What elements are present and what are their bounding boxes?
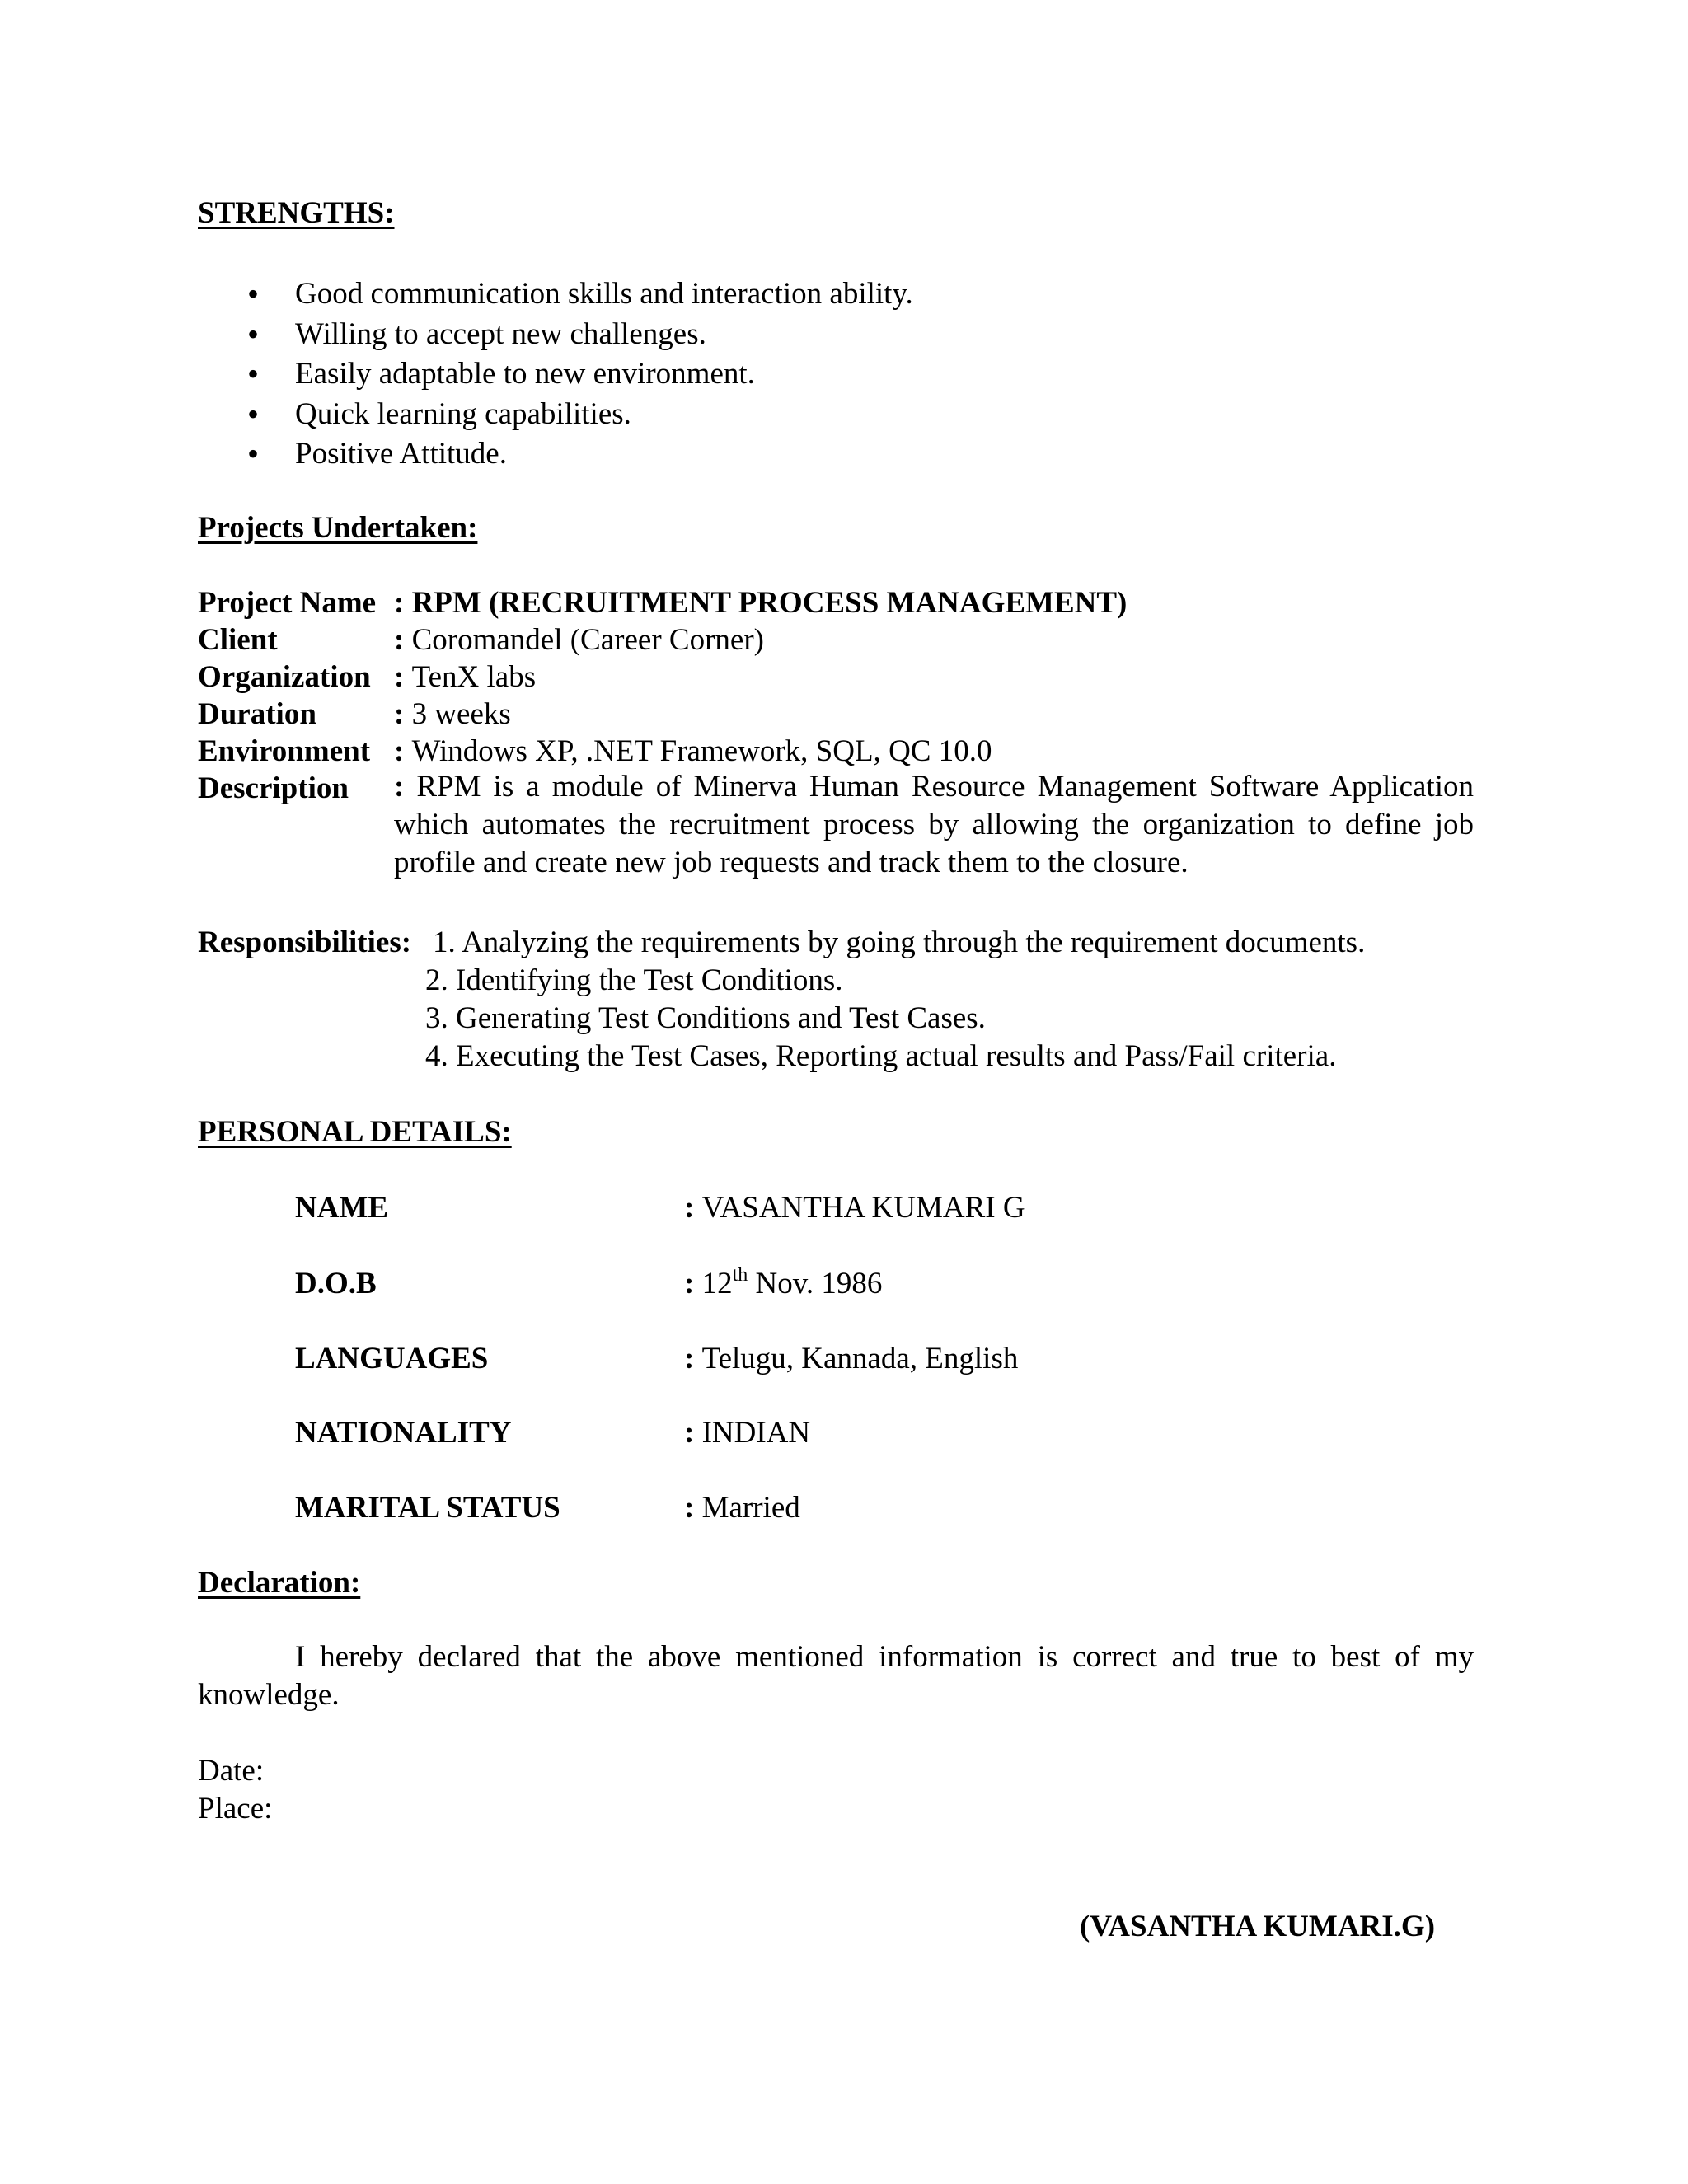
project-name-label: Project Name: [198, 586, 377, 620]
dob-value: : 12th Nov. 1986: [684, 1263, 883, 1301]
list-item: • Quick learning capabilities.: [247, 395, 913, 435]
dob-rest: Nov. 1986: [748, 1267, 883, 1301]
nationality-label: NATIONALITY: [295, 1416, 512, 1450]
languages-label: LANGUAGES: [295, 1342, 489, 1376]
project-name-value: : RPM (RECRUITMENT PROCESS MANAGEMENT): [394, 586, 1128, 620]
duration-label: Duration: [198, 697, 316, 731]
responsibilities-label: Responsibilities:: [198, 926, 412, 959]
declaration-heading: Declaration:: [198, 1566, 361, 1600]
projects-heading: Projects Undertaken:: [198, 511, 478, 545]
environment-text: Windows XP, .NET Framework, SQL, QC 10.0: [411, 734, 992, 768]
list-item: • Easily adaptable to new environment.: [247, 354, 913, 395]
client-value: : Coromandel (Career Corner): [394, 623, 764, 657]
description-value: : RPM is a module of Minerva Human Resource Management Software Application which automates the recruitment process by allowing the organization to define job profile and create new job requests and track them to the closure.: [394, 770, 1474, 879]
strengths-heading: STRENGTHS:: [198, 196, 395, 230]
list-item: • Positive Attitude.: [247, 434, 913, 475]
nationality-value: : INDIAN: [684, 1416, 811, 1450]
environment-label: Environment: [198, 734, 371, 768]
organization-value: : TenX labs: [394, 660, 537, 694]
personal-details-heading: PERSONAL DETAILS:: [198, 1115, 512, 1149]
languages-value: : Telugu, Kannada, English: [684, 1342, 1019, 1376]
name-value: : VASANTHA KUMARI G: [684, 1191, 1025, 1225]
marital-status-text: Married: [701, 1491, 800, 1525]
dob-suffix: th: [732, 1263, 748, 1286]
list-item: • Good communication skills and interaction ability.: [247, 274, 913, 315]
description-label: Description: [198, 771, 349, 805]
declaration-text: I hereby declared that the above mentioned information is correct and true to best of my knowledge.: [198, 1640, 1474, 1712]
responsibility-item: 3. Generating Test Conditions and Test Cases.: [425, 1001, 986, 1035]
dob-day: 12: [701, 1267, 733, 1301]
languages-text: Telugu, Kannada, English: [701, 1342, 1019, 1376]
duration-value: : 3 weeks: [394, 697, 511, 731]
responsibility-item: 2. Identifying the Test Conditions.: [425, 963, 843, 997]
name-text: VASANTHA KUMARI G: [701, 1191, 1025, 1225]
signature-name: (VASANTHA KUMARI.G): [1080, 1910, 1436, 1943]
organization-label: Organization: [198, 660, 371, 694]
name-label: NAME: [295, 1191, 389, 1225]
marital-status-label: MARITAL STATUS: [295, 1491, 560, 1525]
responsibility-item: 4. Executing the Test Cases, Reporting actual results and Pass/Fail criteria.: [425, 1039, 1337, 1073]
dob-label: D.O.B: [295, 1267, 377, 1301]
nationality-text: INDIAN: [701, 1416, 811, 1450]
marital-status-value: : Married: [684, 1491, 800, 1525]
strengths-list: [247, 274, 913, 475]
project-name-text: RPM (RECRUITMENT PROCESS MANAGEMENT): [411, 586, 1128, 620]
description-text: RPM is a module of Minerva Human Resource Management Software Application which automates the recruitment process by allowing the organization to define job profile and create new job requests and track them to the closure.: [394, 770, 1474, 879]
client-label: Client: [198, 623, 278, 657]
date-label: Date:: [198, 1754, 265, 1788]
list-item: • Willing to accept new challenges.: [247, 315, 913, 355]
duration-text: 3 weeks: [411, 697, 511, 731]
organization-text: TenX labs: [411, 660, 537, 694]
responsibility-item: 1. Analyzing the requirements by going through the requirement documents.: [433, 926, 1366, 959]
place-label: Place:: [198, 1792, 273, 1825]
client-text: Coromandel (Career Corner): [411, 623, 764, 657]
environment-value: : Windows XP, .NET Framework, SQL, QC 10.0: [394, 734, 992, 768]
